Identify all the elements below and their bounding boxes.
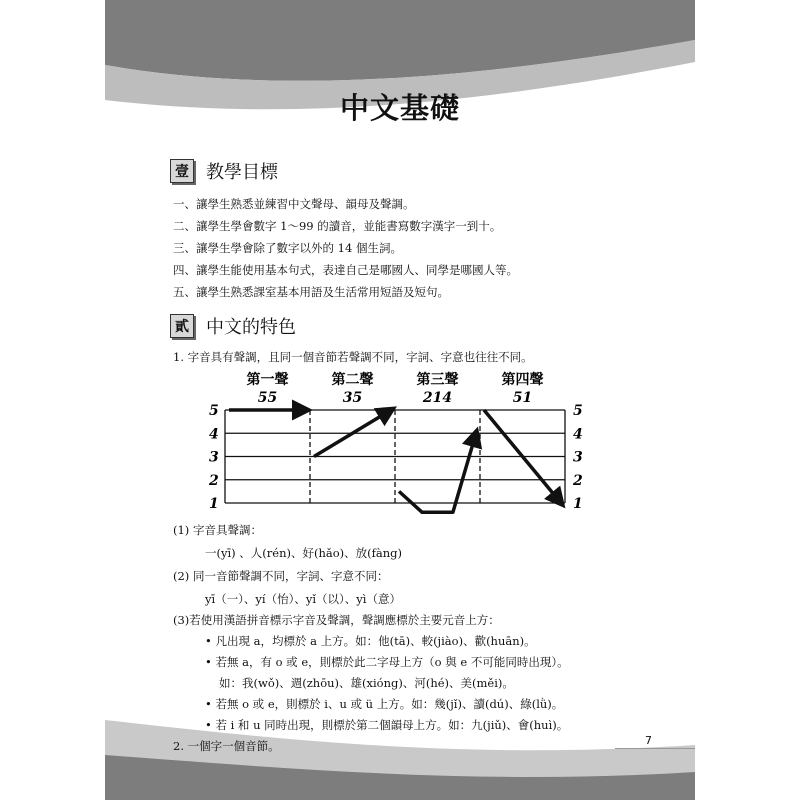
goal-item: 一、讓學生熟悉並練習中文聲母、韻母及聲調。 [173, 197, 415, 211]
section-2-header [170, 313, 296, 339]
tone-name: 第二聲 [331, 372, 374, 388]
section-1-heading: 教學目標 [206, 162, 278, 183]
tone-code: 35 [342, 390, 363, 406]
tone-contour [399, 433, 476, 512]
level-label-left: 2 [209, 472, 219, 489]
goal-item: 四、讓學生能使用基本句式，表達自己是哪國人、同學是哪國人等。 [173, 263, 518, 277]
note-line: • 凡出現 a，均標於 a 上方。如：他(tā)、較(jiào)、歡(huān)。 [205, 634, 536, 648]
level-label-right: 5 [573, 403, 583, 419]
note-line: 一(yī) 、人(rén)、好(hǎo)、放(fàng) [205, 546, 402, 560]
section-1-header [170, 158, 278, 184]
page-number: 7 [645, 734, 652, 747]
note-line: yī（一）、yí（怡）、yǐ（以）、yì（意） [205, 592, 401, 606]
tone-code: 55 [257, 390, 278, 406]
level-label-right: 1 [573, 496, 583, 512]
tone-name: 第四聲 [501, 372, 544, 388]
textbook-page [105, 0, 695, 800]
feature-point-1: 1. 字音具有聲調，且同一個音節若聲調不同，字詞、字意也往往不同。 [173, 350, 533, 364]
goal-item: 三、讓學生學會除了數字以外的 14 個生詞。 [173, 241, 402, 255]
note-line: 如：我(wǒ)、週(zhōu)、雄(xióng)、河(hé)、美(měi)。 [219, 676, 514, 690]
tone-name: 第一聲 [246, 372, 289, 388]
note-line: (3)若使用漢語拼音標示字音及聲調，聲調應標於主要元音上方： [173, 613, 500, 627]
note-line: • 若 i 和 u 同時出現，則標於第二個韻母上方。如：九(jiǔ)、會(huì)。 [205, 718, 569, 732]
section-2-number: 貳 [170, 314, 194, 338]
level-label-left: 5 [209, 403, 219, 419]
tone-code: 51 [512, 390, 533, 406]
note-line: (2) 同一音節聲調不同，字詞、字意不同： [173, 569, 389, 583]
tone-chart [209, 368, 595, 512]
goal-item: 五、讓學生熟悉課室基本用語及生活常用短語及短句。 [173, 285, 449, 299]
level-label-right: 4 [573, 426, 583, 443]
section-2-heading: 中文的特色 [206, 317, 296, 338]
level-label-left: 4 [209, 426, 219, 443]
goal-item: 二、讓學生學會數字 1～99 的讀音，並能書寫數字漢字一到十。 [173, 219, 502, 233]
tone-name: 第三聲 [416, 372, 459, 388]
level-label-right: 2 [573, 472, 583, 489]
section-1-number: 壹 [170, 159, 194, 183]
note-line: (1) 字音具聲調： [173, 523, 262, 537]
level-label-left: 3 [209, 449, 219, 466]
note-line: • 若無 o 或 e，則標於 i、u 或 ü 上方。如：幾(jǐ)、讀(dú)、綠(lǜ)。 [205, 697, 564, 711]
page-number-rule [615, 748, 695, 749]
page-title: 中文基礎 [339, 91, 460, 125]
level-label-right: 3 [573, 449, 583, 466]
level-label-left: 1 [209, 496, 219, 512]
feature-point-2: 2. 一個字一個音節。 [173, 739, 280, 753]
tone-code: 214 [422, 390, 453, 406]
note-line: • 若無 a，有 o 或 e，則標於此二字母上方（o 與 e 不可能同時出現）。 [205, 655, 569, 669]
